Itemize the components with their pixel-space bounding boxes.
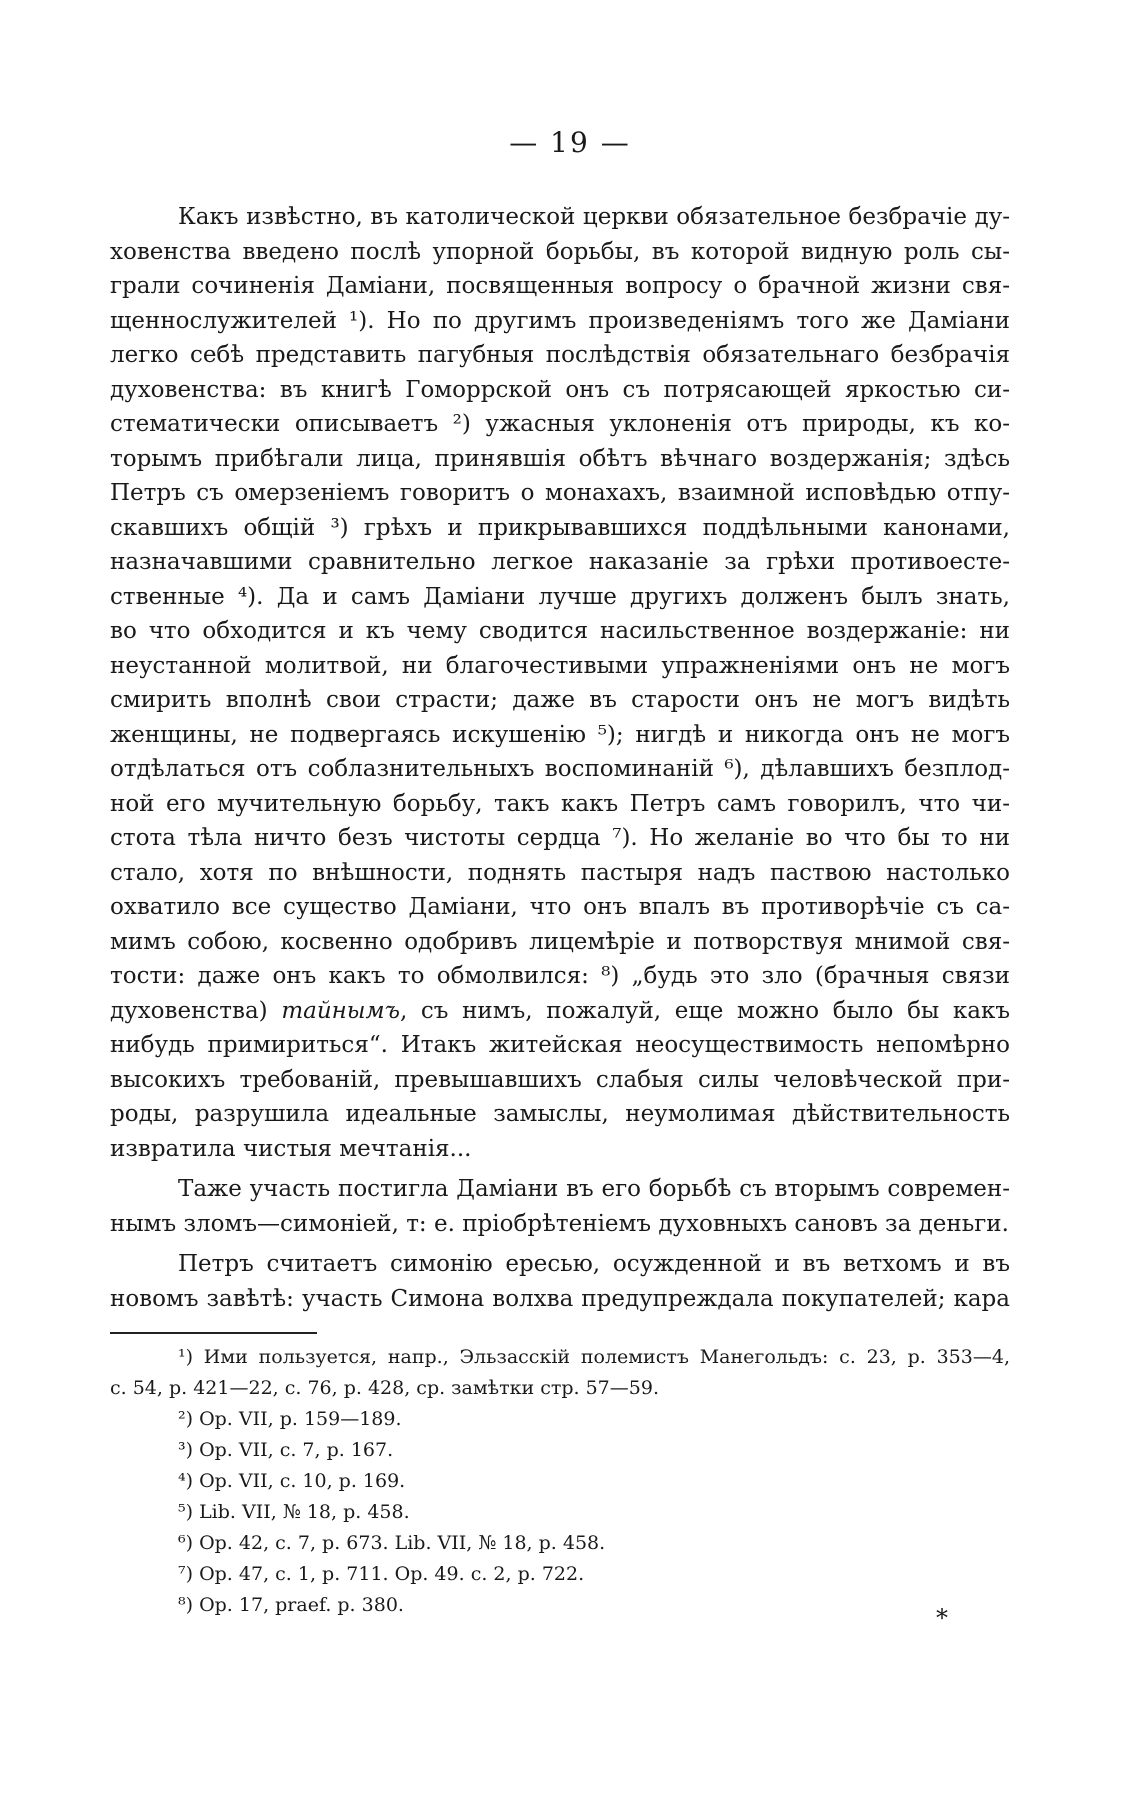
text-line: тости: даже онъ какъ то обмолвился: ⁸) „будь это зло (брачныя связи	[110, 963, 1010, 989]
text-line: новомъ завѣтѣ: участь Симона волхва предупреждала покупателей; кара	[110, 1285, 1010, 1312]
text-line: нибудь примириться“. Итакъ житейская неосуществимость непомѣрно	[110, 1032, 1010, 1058]
signature-mark: *	[936, 1604, 948, 1632]
text-line: Таже участь постигла Даміани въ его борьбѣ съ вторымъ современ-	[178, 1176, 1010, 1202]
text-line: отдѣлаться отъ соблазнительныхъ воспоминаній ⁶), дѣлавшихъ безплод-	[110, 756, 1010, 782]
text-line: ховенства введено послѣ упорной борьбы, въ которой видную роль сы-	[110, 238, 1010, 265]
text-line: скавшихъ общій ³) грѣхъ и прикрывавшихся поддѣльными канонами,	[110, 514, 1010, 541]
text-line: смирить вполнѣ свои страсти; даже въ старости онъ не могъ видѣть	[110, 687, 1010, 713]
page-number: — 19 —	[509, 126, 631, 159]
text-line: ственные ⁴). Да и самъ Даміани лучше другихъ долженъ былъ знать,	[110, 583, 1010, 610]
text-line: стематически описываетъ ²) ужасныя уклоненія отъ природы, къ ко-	[110, 411, 1010, 437]
footnote: ⁵) Lib. VII, № 18, p. 458.	[178, 1501, 410, 1523]
footnote: ⁴) Op. VII, c. 10, p. 169.	[178, 1470, 406, 1492]
paragraph-1	[110, 200, 1010, 1166]
text-line: стало, хотя по внѣшности, поднять пастыря надъ паствою настолько	[110, 859, 1010, 886]
text-line: стота тѣла ничто безъ чистоты сердца ⁷). Но желаніе во что бы то ни	[110, 825, 1010, 851]
footnotes	[110, 1342, 1010, 1621]
paragraph-2	[110, 1172, 1010, 1241]
text-line: нымъ зломъ—симоніей, т: е. пріобрѣтеніемъ духовныхъ сановъ за деньги.	[110, 1210, 1009, 1237]
text-line: назначавшими сравнительно легкое наказаніе за грѣхи противоесте-	[110, 549, 1010, 575]
text-line: высокихъ требованій, превышавшихъ слабыя силы человѣческой при-	[110, 1066, 1010, 1093]
body-text	[110, 200, 1010, 1316]
text-line: духовенства) тайнымъ, съ нимъ, пожалуй, еще можно было бы какъ	[110, 997, 1010, 1024]
text-line: Петръ считаетъ симонію ересью, осужденной и въ ветхомъ и въ	[178, 1251, 1010, 1277]
text-line: Какъ извѣстно, въ католической церкви обязательное безбрачіе ду-	[178, 204, 1010, 230]
text-line: щеннослужителей ¹). Но по другимъ произведеніямъ того же Даміани	[110, 307, 1010, 334]
text-line: легко себѣ представить пагубныя послѣдствія обязательнаго безбрачія	[110, 342, 1010, 368]
footnote: ⁷) Op. 47, c. 1, p. 711. Op. 49. c. 2, p. 722.	[178, 1563, 585, 1585]
text-line: во что обходится и къ чему сводится насильственное воздержаніе: ни	[110, 618, 1010, 644]
footnote-rule	[110, 1332, 317, 1334]
paragraph-3	[110, 1247, 1010, 1316]
footnote: ⁸) Op. 17, praef. p. 380.	[178, 1594, 404, 1616]
footnote: ²) Op. VII, p. 159—189.	[178, 1408, 402, 1430]
text-line: охватило все существо Даміани, что онъ впалъ въ противорѣчіе съ са-	[110, 894, 1010, 920]
text-line: духовенства: въ книгѣ Гоморрской онъ съ потрясающей яркостью си-	[110, 376, 1010, 403]
text-line: неустанной молитвой, ни благочестивыми упражненіями онъ не могъ	[110, 652, 1010, 679]
text-line: грали сочиненія Даміани, посвященныя вопросу о брачной жизни свя-	[110, 273, 1010, 299]
text-line: роды, разрушила идеальные замыслы, неумолимая дѣйствительность	[110, 1101, 1010, 1127]
text-line: извратила чистыя мечтанія...	[110, 1135, 472, 1162]
italic-word: тайнымъ	[281, 997, 400, 1024]
footnote: ⁶) Op. 42, c. 7, p. 673. Lib. VII, № 18, p. 458.	[178, 1532, 606, 1554]
footnote-continuation: с. 54, р. 421—22, с. 76, р. 428, ср. замѣтки стр. 57—59.	[110, 1377, 659, 1399]
footnote: ³) Op. VII, c. 7, p. 167.	[178, 1439, 394, 1461]
footnote: ¹) Ими пользуется, напр., Эльзасскій полемистъ Манегольдъ: с. 23, р. 353—4,	[178, 1346, 1010, 1368]
text-line: мимъ собою, косвенно одобривъ лицемѣріе и потворствуя мнимой свя-	[110, 928, 1010, 955]
text-line: Петръ съ омерзеніемъ говоритъ о монахахъ, взаимной исповѣдью отпу-	[110, 480, 1010, 506]
text-line: ной его мучительную борьбу, такъ какъ Петръ самъ говорилъ, что чи-	[110, 790, 1010, 817]
text-line: торымъ прибѣгали лица, принявшія обѣтъ вѣчнаго воздержанія; здѣсь	[110, 445, 1010, 472]
text-line: женщины, не подвергаясь искушенію ⁵); нигдѣ и никогда онъ не могъ	[110, 721, 1010, 748]
